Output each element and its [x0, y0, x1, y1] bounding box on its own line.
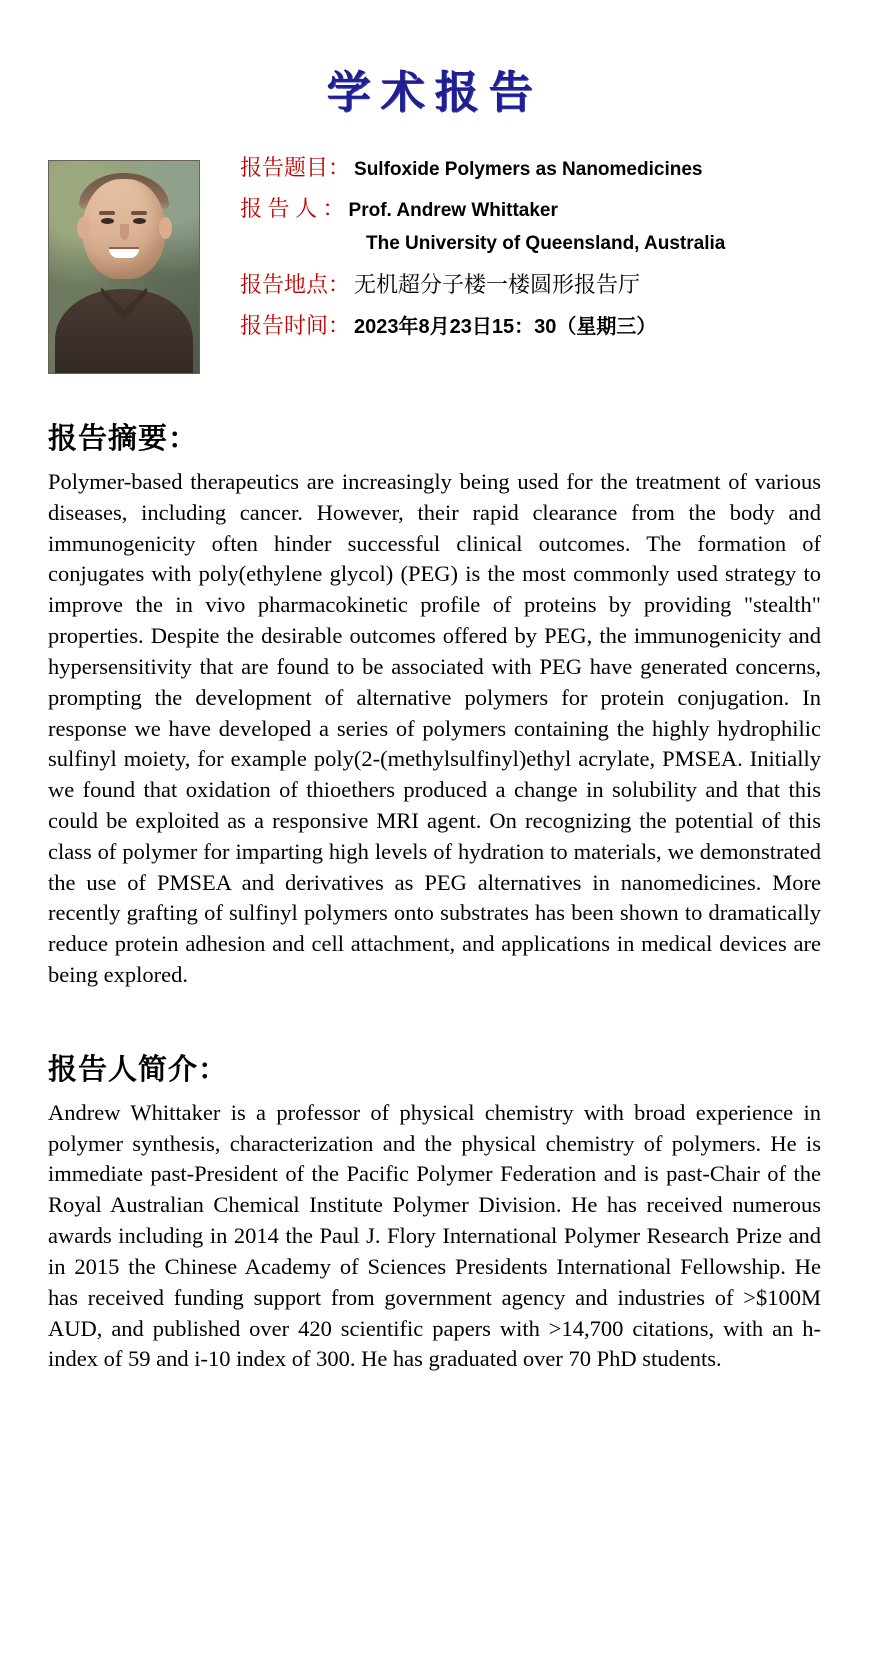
speaker-value: Prof. Andrew Whittaker [348, 199, 558, 221]
header-block [48, 150, 821, 374]
talk-title-label: 报告题目： [240, 155, 351, 180]
talk-title-value: Sulfoxide Polymers as Nanomedicines [354, 159, 703, 180]
portrait-brow-left [99, 211, 115, 215]
portrait-nose [120, 224, 129, 240]
speaker-label: 报 告 人 ： [240, 195, 345, 221]
portrait-brow-right [131, 211, 147, 215]
venue-label: 报告地点： [240, 272, 351, 298]
abstract-text: Polymer-based therapeutics are increasingly being used for the treatment of various diseases, including cancer. However, their rapid clearance from the body and immunogenicity often hinder successful clinical outcomes. The formation of conjugates with poly(ethylene glycol) (PEG) is the most commonly used strategy to improve the in vivo pharmacokinetic profile of proteins by providing "stealth" properties. Despite the desirable outcomes offered by PEG, the immunogenicity and hypersensitivity that are found to be associated with PEG have generated concerns, prompting the development of alternative polymers for protein conjugation. In response we have developed a series of polymers containing the highly hydrophilic sulfinyl moiety, for example poly(2-(methylsulfinyl)ethyl acrylate, PMSEA. Initially we found that oxidation of thioethers produced a change in solubility and that this could be exploited as a responsive MRI agent. On recognizing the potential of this class of polymer for imparting high levels of hydration to materials, we demonstrated the use of PMSEA and derivatives as PEG alternatives in nanomedicines. More recently grafting of sulfinyl polymers onto substrates has been shown to dramatically reduce protein adhesion and cell attachment, and applications in medical devices are being explored. [48, 469, 821, 987]
bio-heading: 报告人简介： [48, 1053, 229, 1086]
info-row-time [240, 312, 821, 340]
bio-text: Andrew Whittaker is a professor of physical chemistry with broad experience in polymer synthesis, characterization and the physical chemistry of polymers. He is immediate past-President of the Pacific Polymer Federation and is past-Chair of the Royal Australian Chemical Institute Polymer Division. He has received numerous awards including in 2014 the Paul J. Flory International Polymer Research Prize and in 2015 the Chinese Academy of Sciences Presidents International Fellowship. He has received funding support from government agency and industries of >$100M AUD, and published over 420 scientific papers with >14,700 citations, with an h-index of 59 and i-10 index of 300. He has graduated over 70 PhD students. [48, 1099, 821, 1372]
venue-value: 无机超分子楼一楼圆形报告厅 [354, 272, 641, 298]
portrait-mouth [109, 249, 139, 258]
info-row-title [240, 154, 821, 182]
talk-info [200, 150, 821, 353]
portrait-ear-right [159, 217, 172, 239]
info-row-affiliation [240, 232, 821, 256]
portrait-eye-right [133, 218, 146, 224]
portrait-ear-left [77, 217, 90, 239]
affiliation-value: The University of Queensland, Australia [366, 232, 726, 254]
info-row-venue [240, 271, 821, 299]
time-label: 报告时间： [240, 312, 351, 338]
abstract-heading: 报告摘要： [48, 423, 199, 455]
page-title: 学术报告 [326, 68, 543, 117]
portrait-eye-left [101, 218, 114, 224]
speaker-portrait [48, 160, 200, 374]
info-row-speaker [240, 195, 821, 223]
time-value: 2023年8月23日15：30（星期三） [354, 315, 657, 338]
